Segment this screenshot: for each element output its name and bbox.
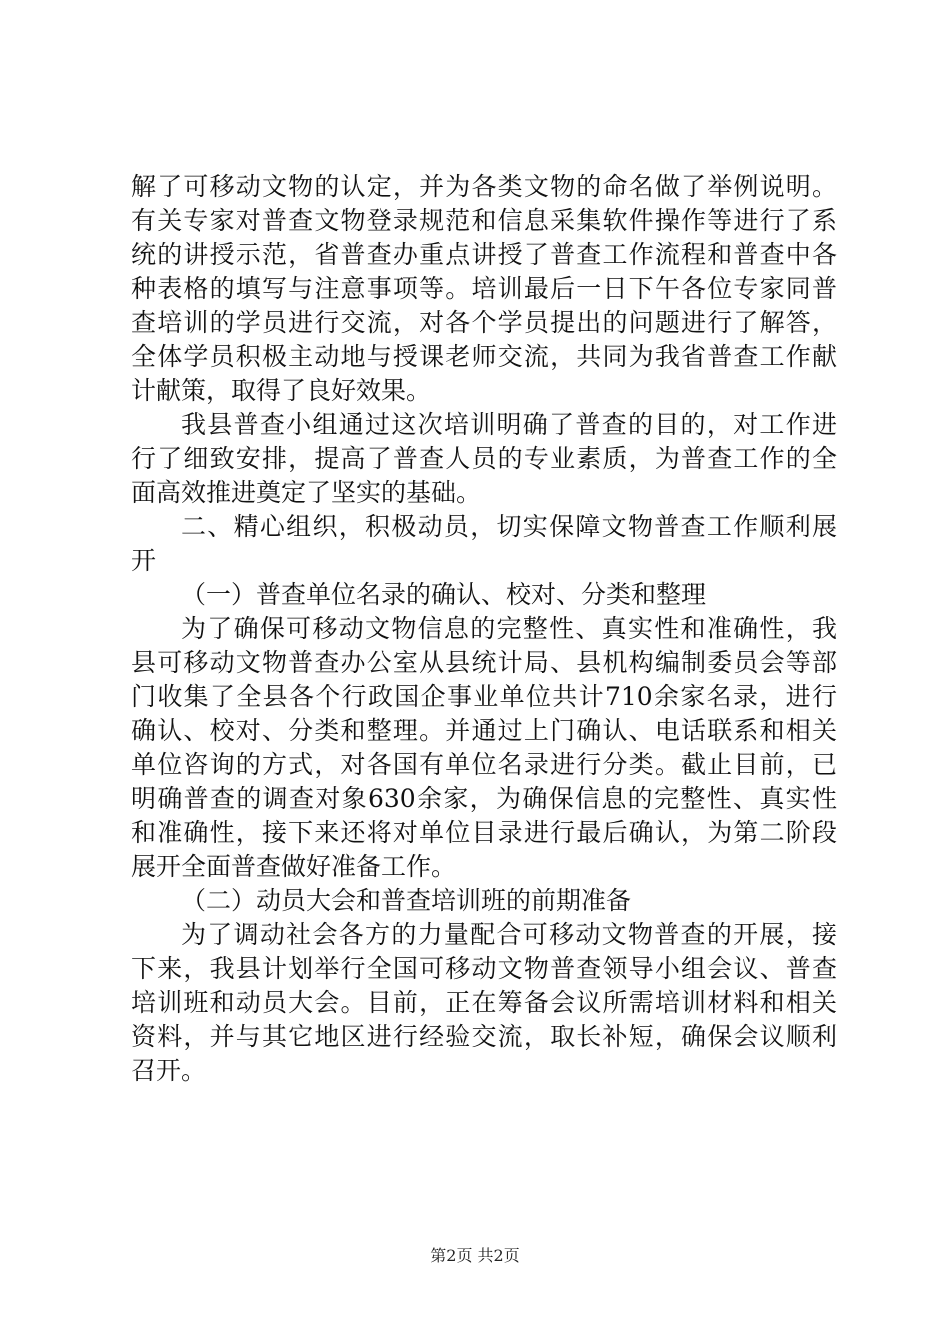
text-line: 展开全面普查做好准备工作。 xyxy=(131,852,457,881)
text-line: 确认、校对、分类和整理。并通过上门确认、电话联系和相关 xyxy=(131,716,837,745)
text-line: 计献策，取得了良好效果。 xyxy=(131,376,432,405)
text-line: 查培训的学员进行交流，对各个学员提出的问题进行了解答， xyxy=(131,308,837,337)
paragraph-mobilization xyxy=(131,918,837,1088)
text-line: 行了细致安排，提高了普查人员的专业素质，为普查工作的全 xyxy=(131,444,837,473)
text-line: 我县普查小组通过这次培训明确了普查的目的，对工作进 xyxy=(181,410,837,439)
text-line: 单位咨询的方式，对各国有单位名录进行分类。截止目前，已 xyxy=(131,750,837,779)
text-line: 面高效推进奠定了坚实的基础。 xyxy=(131,478,482,507)
text-line: 种表格的填写与注意事项等。培训最后一日下午各位专家同普 xyxy=(131,274,837,303)
text-line: 为了调动社会各方的力量配合可移动文物普查的开展，接 xyxy=(181,920,837,949)
paragraph-training-summary xyxy=(131,170,837,408)
document-body xyxy=(131,170,837,1088)
paragraph-unit-list xyxy=(131,612,837,884)
subheading-mobilization: （二）动员大会和普查培训班的前期准备 xyxy=(181,886,632,915)
page-footer: 第2页 共2页 xyxy=(430,1246,520,1265)
subheading-unit-list: （一）普查单位名录的确认、校对、分类和整理 xyxy=(181,580,707,609)
text-line: 召开。 xyxy=(131,1056,207,1085)
text-line: 下来，我县计划举行全国可移动文物普查领导小组会议、普查 xyxy=(131,954,837,983)
text-line: 县可移动文物普查办公室从县统计局、县机构编制委员会等部 xyxy=(131,648,837,677)
heading-line: 二、精心组织，积极动员，切实保障文物普查工作顺利展 xyxy=(181,512,837,541)
text-line: 解了可移动文物的认定，并为各类文物的命名做了举例说明。 xyxy=(131,172,837,201)
text-line: 培训班和动员大会。目前，正在筹备会议所需培训材料和相关 xyxy=(131,988,837,1017)
text-line: 有关专家对普查文物登录规范和信息采集软件操作等进行了系 xyxy=(131,206,837,235)
text-line: 资料，并与其它地区进行经验交流，取长补短，确保会议顺利 xyxy=(131,1022,837,1051)
text-line: 统的讲授示范，省普查办重点讲授了普查工作流程和普查中各 xyxy=(131,240,837,269)
text-line: 明确普查的调查对象630余家，为确保信息的完整性、真实性 xyxy=(131,784,837,813)
section-heading-2 xyxy=(131,510,837,578)
text-line: 门收集了全县各个行政国企事业单位共计710余家名录，进行 xyxy=(131,682,837,711)
text-line: 全体学员积极主动地与授课老师交流，共同为我省普查工作献 xyxy=(131,342,837,371)
heading-line: 开 xyxy=(131,546,157,575)
paragraph-training-outcome xyxy=(131,408,837,510)
text-line: 和准确性，接下来还将对单位目录进行最后确认，为第二阶段 xyxy=(131,818,837,847)
text-line: 为了确保可移动文物信息的完整性、真实性和准确性，我 xyxy=(181,614,837,643)
